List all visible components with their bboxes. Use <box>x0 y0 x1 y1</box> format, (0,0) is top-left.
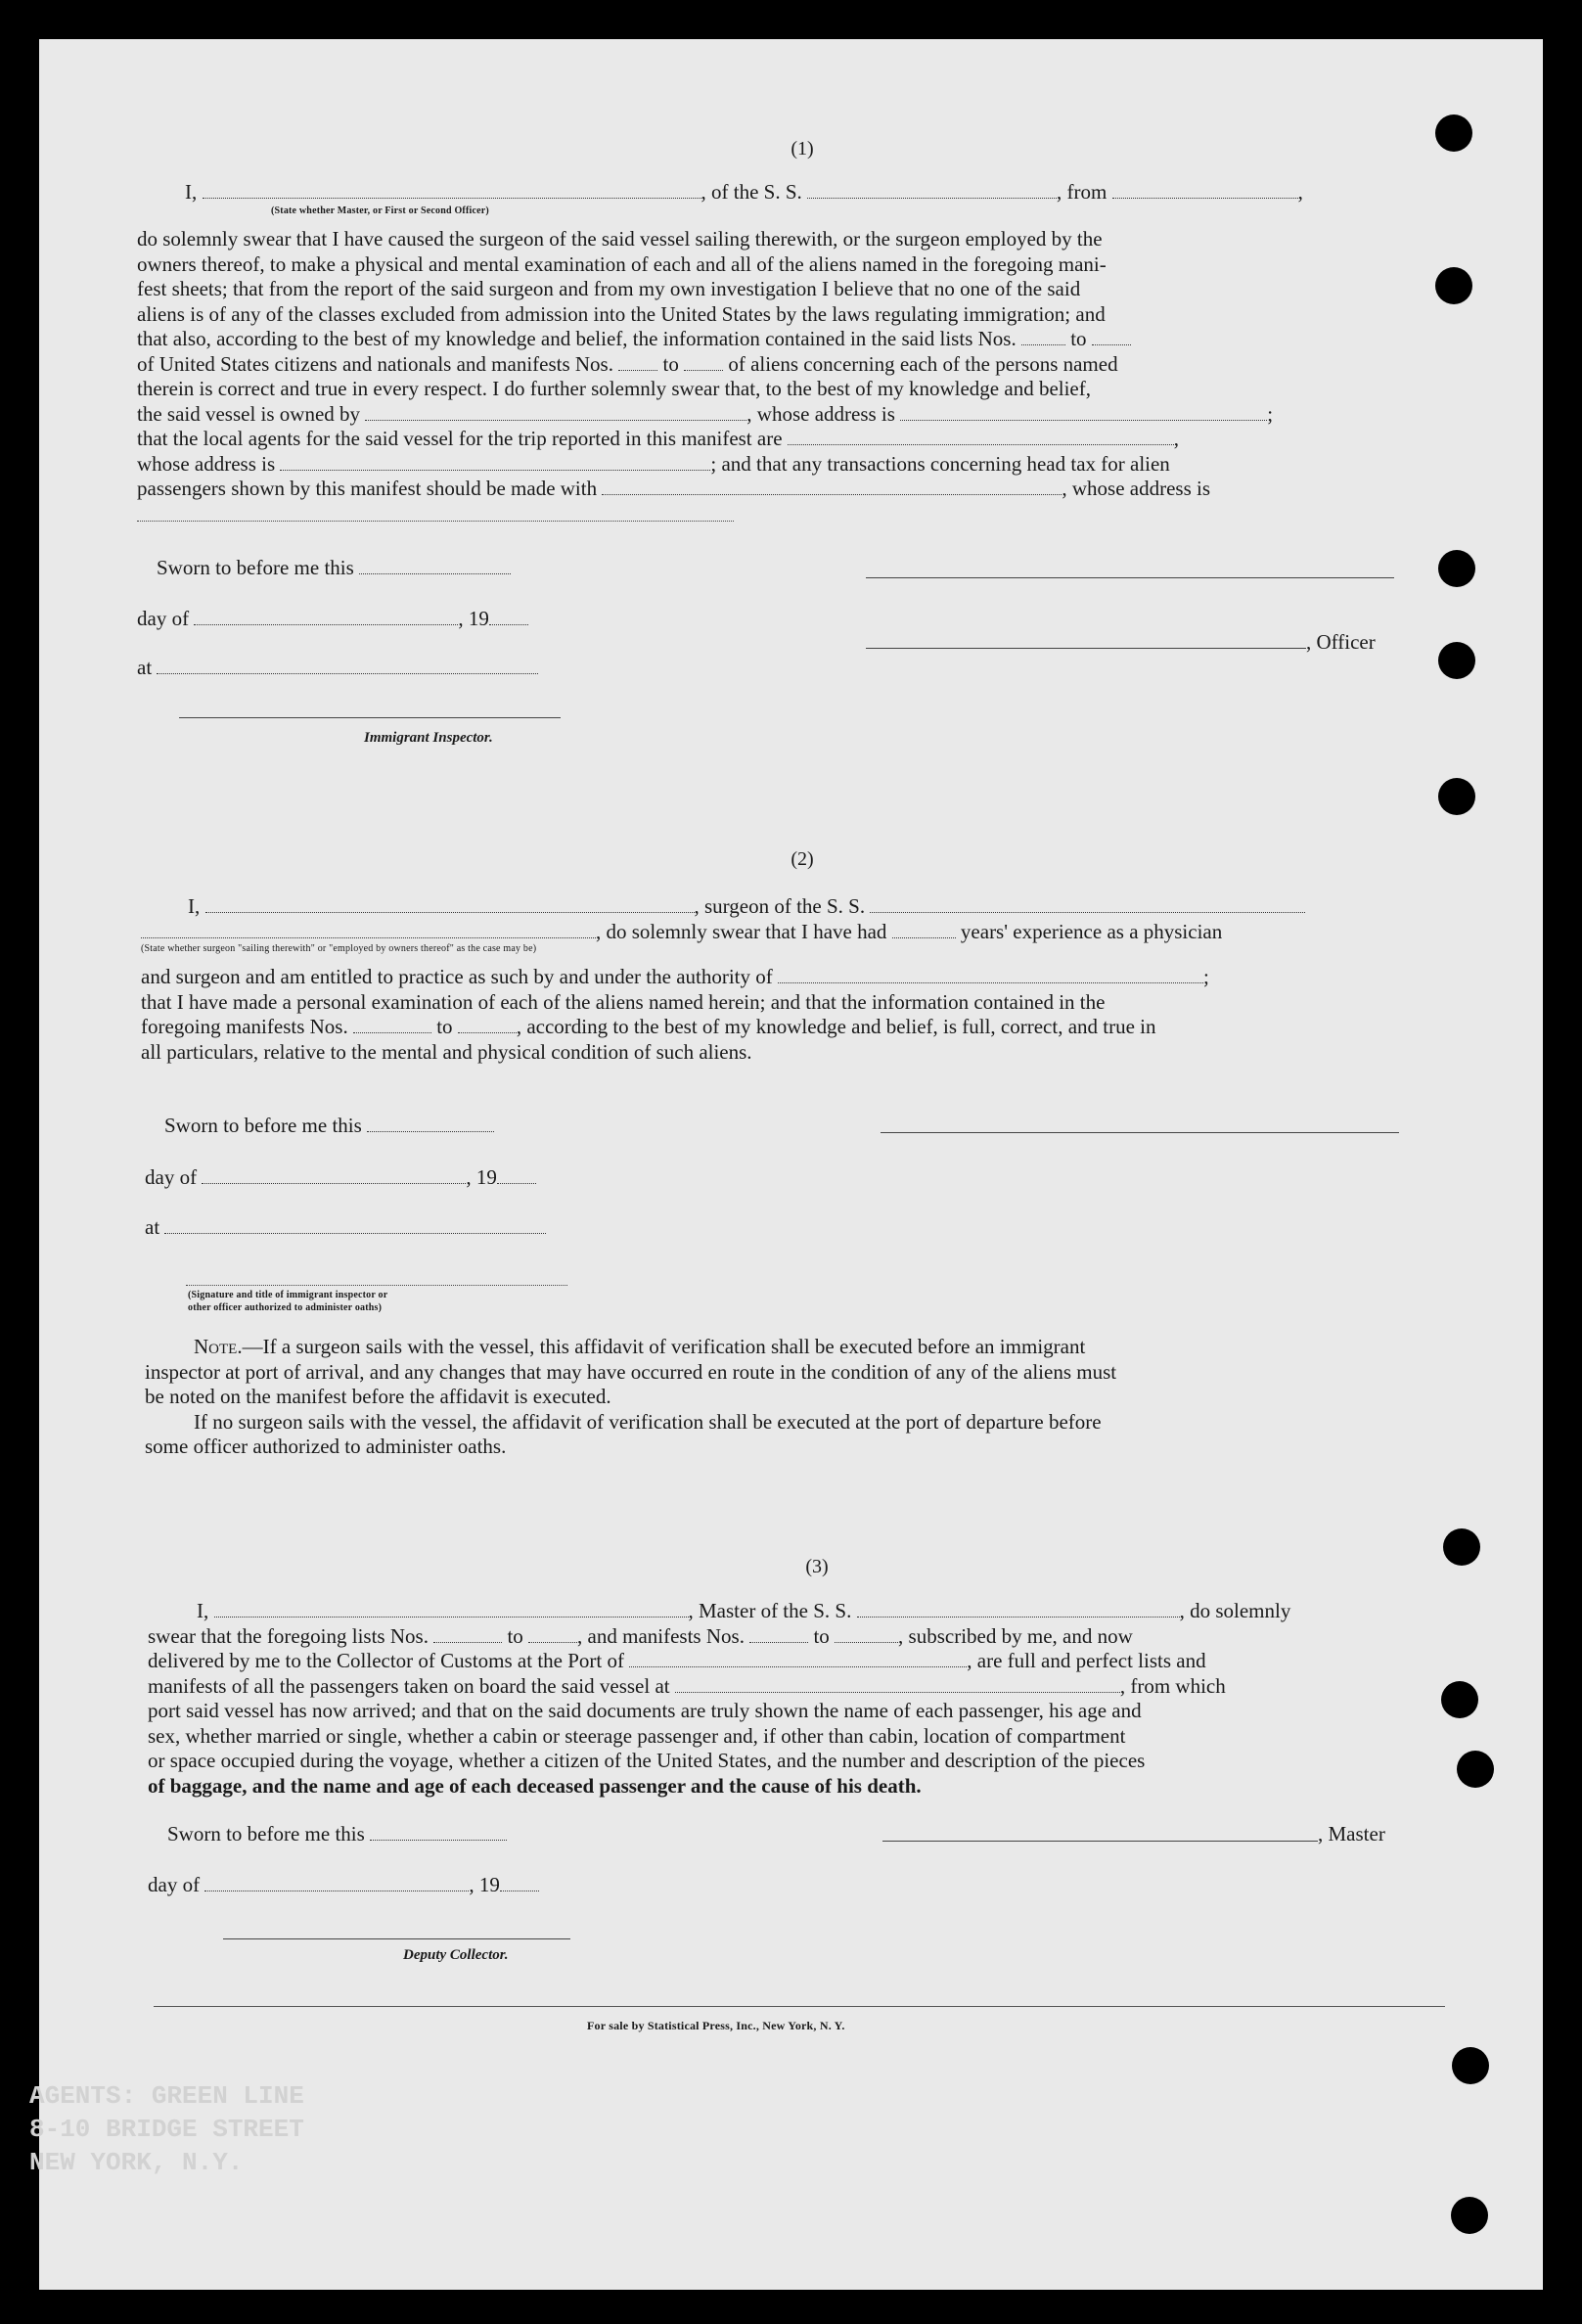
section2-sworn: Sworn to before me this <box>164 1114 494 1138</box>
month-field[interactable] <box>204 1875 469 1891</box>
section2-dayof: day of , 19 <box>145 1165 536 1190</box>
headtax-contact-field[interactable] <box>602 478 1062 495</box>
signature-caption-2: other officer authorized to administer oaths) <box>188 1302 383 1313</box>
section2-at: at <box>145 1215 546 1240</box>
text: owners thereof, to make a physical and mental examination of each and all of the aliens named in the foregoing mani- <box>137 251 1107 276</box>
surgeon-caption: (State whether surgeon "sailing therewith" or "employed by owners thereof" as the case may be) <box>141 943 537 954</box>
manifests-from-field[interactable] <box>749 1626 808 1643</box>
inspector-signature-line[interactable] <box>179 717 561 718</box>
footer-text: For sale by Statistical Press, Inc., New York, N. Y. <box>587 2019 845 2032</box>
text: sex, whether married or single, whether a cabin or steerage passenger and, if other than cabin, location of compartment <box>148 1723 1126 1748</box>
text: port said vessel has now arrived; and that on the said documents are truly shown the name of each passenger, his age and <box>148 1699 1142 1722</box>
stamp-line: NEW YORK, N.Y. <box>29 2148 244 2177</box>
text: Note.—If a surgeon sails with the vessel, this affidavit of verification shall be executed before an immigrant <box>194 1335 1086 1358</box>
official-signature-line[interactable] <box>186 1285 567 1286</box>
stamp-line: 8-10 BRIDGE STREET <box>29 2115 304 2144</box>
year-field[interactable] <box>500 1875 539 1891</box>
surgeon-signature-line[interactable] <box>881 1132 1399 1133</box>
punch-hole <box>1443 1528 1480 1566</box>
section2-heading: (2) <box>791 848 814 870</box>
punch-hole <box>1451 2197 1488 2234</box>
text: be noted on the manifest before the affidavit is executed. <box>145 1385 611 1408</box>
sworn-day-field[interactable] <box>370 1824 507 1841</box>
manifests-to-field[interactable] <box>835 1626 898 1643</box>
place-field[interactable] <box>157 658 538 674</box>
text: swear that the foregoing lists Nos. to , and manifests Nos. to , subscribed by me, and now <box>148 1623 1133 1648</box>
year-field[interactable] <box>497 1167 536 1184</box>
owner-address-field[interactable] <box>900 404 1267 421</box>
punch-hole <box>1441 1681 1478 1718</box>
punch-hole <box>1435 114 1472 152</box>
section1-dayof: day of , 19 <box>137 607 528 631</box>
section3-sworn: Sworn to before me this <box>167 1822 507 1846</box>
text: do solemnly swear that I have caused the surgeon of the said vessel sailing therewith, or the surgeon employed by the <box>137 227 1103 251</box>
sworn-day-field[interactable] <box>367 1116 494 1132</box>
section1-sworn: Sworn to before me this <box>157 556 511 580</box>
form-page <box>29 39 1543 2290</box>
text: manifests of all the passengers taken on board the said vessel at , from which <box>148 1673 1226 1698</box>
officer-signature-line-2[interactable] <box>866 648 1306 649</box>
lists-from-field[interactable] <box>433 1626 502 1643</box>
owner-field[interactable] <box>365 404 746 421</box>
text: that also, according to the best of my knowledge and belief, the information contained in the said lists Nos. to <box>137 327 1433 352</box>
agents-field[interactable] <box>788 429 1174 445</box>
text: some officer authorized to administer oaths. <box>145 1435 507 1458</box>
text: therein is correct and true in every respect. I do further solemnly swear that, to the best of my knowledge and belief, <box>137 377 1091 400</box>
text: fest sheets; that from the report of the said surgeon and from my own investigation I believe that no one of the said <box>137 277 1081 300</box>
punch-hole <box>1435 267 1472 304</box>
boarding-port-field[interactable] <box>675 1676 1120 1693</box>
text: delivered by me to the Collector of Customs at the Port of , are full and perfect lists and <box>148 1649 1206 1672</box>
punch-hole <box>1452 2047 1489 2084</box>
text: , from <box>1057 180 1107 204</box>
footer-rule <box>154 2006 1445 2007</box>
text: foregoing manifests Nos. to , according to the best of my knowledge and belief, is full, correct, and true in <box>141 1015 1156 1038</box>
ship-name-field[interactable] <box>807 182 1057 199</box>
text: I, , Master of the S. S. , do solemnly <box>197 1599 1291 1622</box>
section3-dayof: day of , 19 <box>148 1873 539 1897</box>
master-ship-field[interactable] <box>857 1601 1180 1618</box>
punch-hole <box>1438 550 1475 587</box>
text: or space occupied during the voyage, whether a citizen of the United States, and the number and description of the pieces <box>148 1749 1146 1772</box>
section2-line2: , do solemnly swear that I have had years' experience as a physician <box>141 920 1222 944</box>
section2-body <box>141 965 1435 1065</box>
punch-hole <box>1438 642 1475 679</box>
text: passengers shown by this manifest should be made with , whose address is <box>137 477 1211 500</box>
officer-signature-line-1[interactable] <box>866 577 1394 578</box>
authority-field[interactable] <box>778 967 1203 983</box>
surgeon-manifests-from-field[interactable] <box>353 1017 431 1033</box>
text: that the local agents for the said vessel for the trip reported in this manifest are , <box>137 427 1180 450</box>
sworn-day-field[interactable] <box>359 558 511 574</box>
master-signature-line[interactable] <box>882 1841 1318 1842</box>
year-field[interactable] <box>489 609 528 625</box>
section2-line1: I, , surgeon of the S. S. <box>188 894 1305 919</box>
lists-to-field[interactable] <box>1092 329 1131 345</box>
section1-at: at <box>137 656 538 680</box>
section3-body <box>148 1599 1444 1799</box>
text: the said vessel is owned by , whose address is ; <box>137 401 1274 426</box>
master-label: , Master <box>1318 1822 1385 1846</box>
punch-hole <box>1457 1751 1494 1788</box>
port-field[interactable] <box>629 1651 967 1667</box>
text: I, <box>185 180 198 204</box>
surgeon-name-field[interactable] <box>205 896 695 913</box>
agents-address-field[interactable] <box>280 454 710 471</box>
surgeon-manifests-to-field[interactable] <box>458 1017 517 1033</box>
deputy-signature-line[interactable] <box>223 1938 570 1939</box>
text: of United States citizens and nationals and manifests Nos. to of aliens concerning each of the persons named <box>137 351 1118 376</box>
surgeon-status-field[interactable] <box>141 922 596 938</box>
text: all particulars, relative to the mental and physical condition of such aliens. <box>141 1039 752 1064</box>
contact-address-field[interactable] <box>137 521 734 522</box>
text: If no surgeon sails with the vessel, the affidavit of verification shall be executed at the port of departure before <box>194 1409 1102 1434</box>
section3-heading: (3) <box>805 1556 829 1577</box>
month-field[interactable] <box>202 1167 466 1184</box>
note-block <box>145 1335 1436 1460</box>
deputy-caption: Deputy Collector. <box>403 1947 509 1963</box>
officer-title-field[interactable] <box>203 182 701 199</box>
text: aliens is of any of the classes excluded from admission into the United States by the laws regulating immigration; and <box>137 301 1106 326</box>
text: , of the S. S. <box>701 180 802 204</box>
text: and surgeon and am entitled to practice as such by and under the authority of ; <box>141 965 1209 988</box>
month-field[interactable] <box>194 609 458 625</box>
lists-to-field[interactable] <box>528 1626 577 1643</box>
officer-caption: (State whether Master, or First or Second Officer) <box>271 205 489 216</box>
text: inspector at port of arrival, and any changes that may have occurred en route in the condition of any of the aliens must <box>145 1359 1117 1384</box>
place-field[interactable] <box>164 1217 546 1234</box>
master-name-field[interactable] <box>214 1601 689 1618</box>
agent-stamp <box>29 2079 304 2179</box>
surgeon-ship-field[interactable] <box>870 896 1305 913</box>
section1-heading: (1) <box>791 138 814 159</box>
section1-line1: I, , of the S. S. , from , <box>185 180 1303 204</box>
section1-body <box>137 227 1433 502</box>
manifests-to-field[interactable] <box>684 354 723 371</box>
years-field[interactable] <box>892 922 956 938</box>
officer-label: , Officer <box>1306 630 1376 654</box>
from-port-field[interactable] <box>1112 182 1298 199</box>
text: of baggage, and the name and age of each deceased passenger and the cause of his death. <box>148 1773 922 1798</box>
text: that I have made a personal examination of each of the aliens named herein; and that the information contained in the <box>141 989 1106 1014</box>
signature-caption-1: (Signature and title of immigrant inspector or <box>188 1290 388 1300</box>
manifests-from-field[interactable] <box>618 354 657 371</box>
text: whose address is ; and that any transactions concerning head tax for alien <box>137 451 1170 476</box>
inspector-caption: Immigrant Inspector. <box>364 730 493 746</box>
stamp-line: AGENTS: GREEN LINE <box>29 2081 304 2111</box>
punch-hole <box>1438 778 1475 815</box>
lists-from-field[interactable] <box>1021 329 1065 345</box>
